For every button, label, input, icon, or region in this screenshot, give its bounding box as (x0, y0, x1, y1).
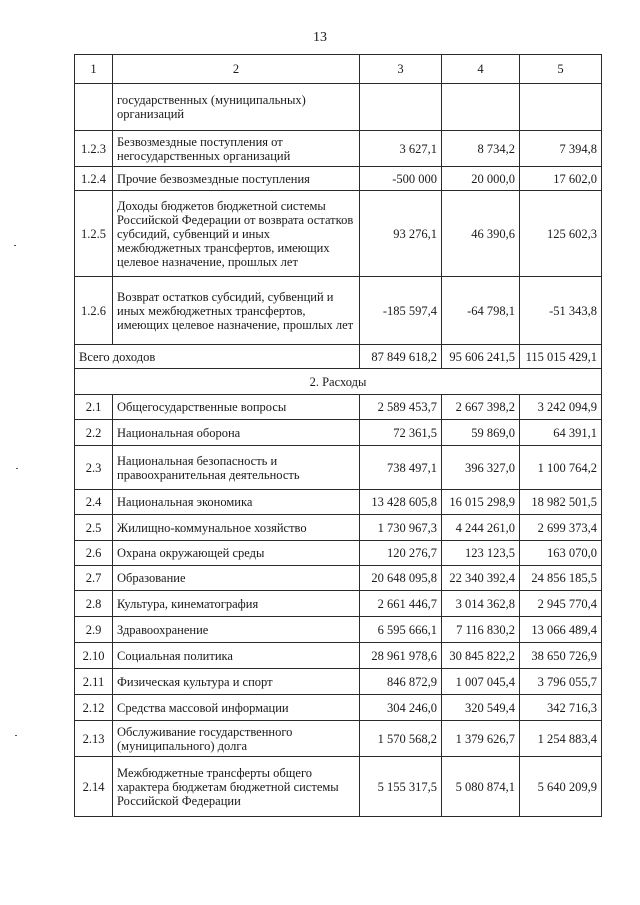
row-code: 2.14 (75, 757, 113, 817)
header-col-4: 4 (442, 55, 520, 84)
row-value-5: 13 066 489,4 (520, 617, 602, 643)
row-code: 2.5 (75, 515, 113, 541)
row-code: 2.1 (75, 395, 113, 420)
row-value-3: 5 155 317,5 (360, 757, 442, 817)
table-row (75, 131, 602, 167)
row-value-3: 3 627,1 (360, 131, 442, 167)
row-name: Культура, кинематография (113, 591, 360, 617)
row-value-4: 59 869,0 (442, 420, 520, 446)
table-row (75, 395, 602, 420)
total-label: Всего доходов (75, 345, 360, 369)
row-name: Прочие безвозмездные поступления (113, 167, 360, 191)
total-row (75, 345, 602, 369)
row-value-3: -500 000 (360, 167, 442, 191)
row-value-5: 3 242 094,9 (520, 395, 602, 420)
margin-dot (14, 245, 16, 246)
row-code: 2.12 (75, 695, 113, 721)
section-title: 2. Расходы (75, 369, 602, 395)
row-value-4: 22 340 392,4 (442, 566, 520, 591)
row-name: Средства массовой информации (113, 695, 360, 721)
table-row (75, 566, 602, 591)
row-value-4: 5 080 874,1 (442, 757, 520, 817)
row-value-3: 1 570 568,2 (360, 721, 442, 757)
row-value-3: 13 428 605,8 (360, 490, 442, 515)
total-value-3: 87 849 618,2 (360, 345, 442, 369)
row-value-5: 2 699 373,4 (520, 515, 602, 541)
row-value-3: 6 595 666,1 (360, 617, 442, 643)
table-row (75, 446, 602, 490)
header-col-1: 1 (75, 55, 113, 84)
row-value-4: 20 000,0 (442, 167, 520, 191)
row-name: Доходы бюджетов бюджетной системы Российской Федерации от возврата остатков субсидий, субвенций и иных межбюджетных трансфертов, имеющих целевое назначение, прошлых лет (113, 191, 360, 277)
row-code: 2.6 (75, 541, 113, 566)
row-value-4: 1 007 045,4 (442, 669, 520, 695)
row-value-4: 7 116 830,2 (442, 617, 520, 643)
row-value-4: 16 015 298,9 (442, 490, 520, 515)
row-value-4: 123 123,5 (442, 541, 520, 566)
table-row (75, 167, 602, 191)
row-value-5: 2 945 770,4 (520, 591, 602, 617)
row-name: Национальная оборона (113, 420, 360, 446)
row-value-3: 2 661 446,7 (360, 591, 442, 617)
row-value-3 (360, 84, 442, 131)
row-code: 1.2.3 (75, 131, 113, 167)
row-value-3: 28 961 978,6 (360, 643, 442, 669)
row-code: 2.10 (75, 643, 113, 669)
row-value-4: 8 734,2 (442, 131, 520, 167)
row-value-3: 304 246,0 (360, 695, 442, 721)
table-row (75, 420, 602, 446)
table-row (75, 643, 602, 669)
row-value-4: 46 390,6 (442, 191, 520, 277)
table-row (75, 591, 602, 617)
row-name: Национальная безопасность и правоохранительная деятельность (113, 446, 360, 490)
header-col-2: 2 (113, 55, 360, 84)
row-value-3: 120 276,7 (360, 541, 442, 566)
row-value-4: 396 327,0 (442, 446, 520, 490)
row-value-5: 3 796 055,7 (520, 669, 602, 695)
row-code: 1.2.5 (75, 191, 113, 277)
page-number: 13 (313, 30, 327, 45)
row-value-5: 125 602,3 (520, 191, 602, 277)
table-row (75, 515, 602, 541)
row-value-5: 163 070,0 (520, 541, 602, 566)
row-value-5: 38 650 726,9 (520, 643, 602, 669)
table-row (75, 695, 602, 721)
row-code: 2.13 (75, 721, 113, 757)
table-row (75, 191, 602, 277)
row-name: Обслуживание государственного (муниципального) долга (113, 721, 360, 757)
row-name: Социальная политика (113, 643, 360, 669)
row-value-4: 320 549,4 (442, 695, 520, 721)
row-value-5: 5 640 209,9 (520, 757, 602, 817)
table-header (75, 55, 602, 84)
table-row (75, 669, 602, 695)
row-name: Возврат остатков субсидий, субвенций и иных межбюджетных трансфертов, имеющих целевое назначение, прошлых лет (113, 277, 360, 345)
row-value-5: 24 856 185,5 (520, 566, 602, 591)
row-value-4: 3 014 362,8 (442, 591, 520, 617)
row-name: Здравоохранение (113, 617, 360, 643)
row-value-3: 72 361,5 (360, 420, 442, 446)
row-value-5: 7 394,8 (520, 131, 602, 167)
row-name: Охрана окружающей среды (113, 541, 360, 566)
row-value-3: 1 730 967,3 (360, 515, 442, 541)
row-name: Физическая культура и спорт (113, 669, 360, 695)
row-value-5 (520, 84, 602, 131)
total-section (75, 345, 602, 395)
row-code: 2.4 (75, 490, 113, 515)
row-value-4 (442, 84, 520, 131)
row-value-5: 18 982 501,5 (520, 490, 602, 515)
row-value-3: -185 597,4 (360, 277, 442, 345)
row-value-3: 2 589 453,7 (360, 395, 442, 420)
header-col-5: 5 (520, 55, 602, 84)
table-row (75, 721, 602, 757)
row-value-4: -64 798,1 (442, 277, 520, 345)
total-value-4: 95 606 241,5 (442, 345, 520, 369)
row-value-5: -51 343,8 (520, 277, 602, 345)
row-name: Национальная экономика (113, 490, 360, 515)
section-row (75, 369, 602, 395)
row-value-4: 2 667 398,2 (442, 395, 520, 420)
row-name: государственных (муниципальных) организаций (113, 84, 360, 131)
row-name: Межбюджетные трансферты общего характера бюджетам бюджетной системы Российской Федерации (113, 757, 360, 817)
row-code: 2.8 (75, 591, 113, 617)
table-row (75, 277, 602, 345)
row-value-5: 342 716,3 (520, 695, 602, 721)
row-value-3: 738 497,1 (360, 446, 442, 490)
row-name: Жилищно-коммунальное хозяйство (113, 515, 360, 541)
row-code: 2.9 (75, 617, 113, 643)
row-name: Образование (113, 566, 360, 591)
row-value-5: 64 391,1 (520, 420, 602, 446)
row-code: 1.2.4 (75, 167, 113, 191)
row-value-3: 846 872,9 (360, 669, 442, 695)
row-code (75, 84, 113, 131)
table-row (75, 757, 602, 817)
margin-dot (15, 735, 17, 736)
row-name: Безвозмездные поступления от негосударственных организаций (113, 131, 360, 167)
row-value-5: 17 602,0 (520, 167, 602, 191)
table-row (75, 490, 602, 515)
total-value-5: 115 015 429,1 (520, 345, 602, 369)
row-value-3: 20 648 095,8 (360, 566, 442, 591)
row-name: Общегосударственные вопросы (113, 395, 360, 420)
row-value-5: 1 254 883,4 (520, 721, 602, 757)
row-value-4: 30 845 822,2 (442, 643, 520, 669)
row-value-4: 4 244 261,0 (442, 515, 520, 541)
row-code: 2.3 (75, 446, 113, 490)
row-value-5: 1 100 764,2 (520, 446, 602, 490)
income-rows (75, 84, 602, 345)
row-value-4: 1 379 626,7 (442, 721, 520, 757)
row-code: 2.7 (75, 566, 113, 591)
row-code: 2.2 (75, 420, 113, 446)
margin-dot (16, 468, 18, 469)
table-row (75, 541, 602, 566)
row-code: 2.11 (75, 669, 113, 695)
row-code: 1.2.6 (75, 277, 113, 345)
row-value-3: 93 276,1 (360, 191, 442, 277)
table-row (75, 84, 602, 131)
header-col-3: 3 (360, 55, 442, 84)
budget-table (74, 54, 602, 817)
expense-rows (75, 395, 602, 817)
table-row (75, 617, 602, 643)
